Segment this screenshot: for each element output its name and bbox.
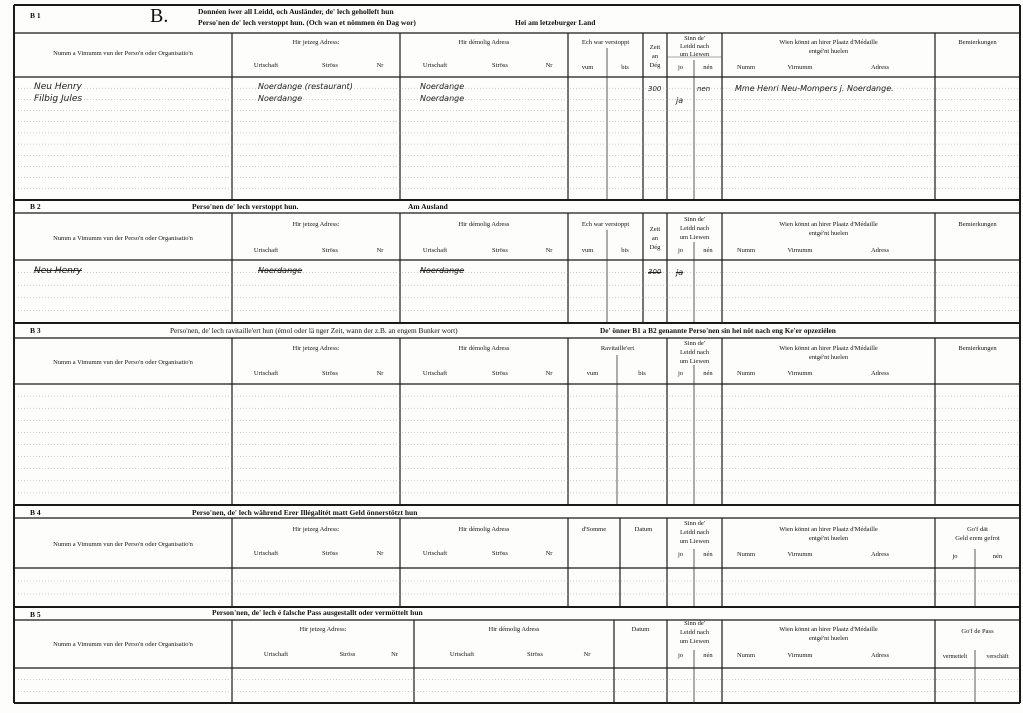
b1-sub-place-former: Urtschaft <box>422 62 448 69</box>
b1-col-current: Hir jetzeg Adress: <box>292 39 340 46</box>
b2-col-current: Hir jetzeg Adress: <box>292 221 340 228</box>
b3-col-suffer-1: Sinn de' <box>684 340 705 347</box>
b4-sub-no-money: nén <box>992 553 1003 560</box>
b1-col-days-2: an <box>651 53 659 60</box>
b5-sub-adress: Adress <box>870 652 890 659</box>
b3-col-remarks: Bemierkungen <box>958 345 997 352</box>
b1-sub-street-former: Ströss <box>492 62 508 69</box>
b5-code: B 5 <box>30 610 41 619</box>
b4-col-suffer-2: Leidd nach <box>679 529 710 536</box>
b2-col-days-2: an <box>651 235 659 242</box>
b2-col-former: Hir démolig Adress <box>458 221 510 228</box>
b5-sub-procured: verschäft <box>986 654 1009 660</box>
b2-code: B 2 <box>30 202 41 211</box>
b4-sub-no: nén <box>703 551 713 558</box>
b4-col-medal-2: entgé'nt huelen <box>808 535 849 542</box>
b2-sub-virnumm: Virnumm <box>787 247 813 254</box>
b5-sub-numm: Numm <box>736 652 756 659</box>
b2-col-suffer-1: Sinn de' <box>684 216 705 223</box>
b1-col-suffer-2: Leidd nach <box>679 43 710 50</box>
b4-col-date: Datum <box>634 526 653 533</box>
b5-sub-nr-former: Nr <box>583 651 591 658</box>
b4-col-former: Hir démolig Adress <box>458 526 510 533</box>
b4-sub-numm: Numm <box>736 551 756 558</box>
b4-sub-street-former: Ströss <box>492 550 508 557</box>
b3-sub-no: nén <box>703 370 713 377</box>
b1-hw-former-1: Noerdange <box>420 82 465 91</box>
b5-col-suffer-2: Leidd nach <box>679 629 710 636</box>
b1-title-line2: Perso'nen de' lech verstoppt hun. (Och wan et nömmen én Dag wor) <box>198 18 416 27</box>
b2-sub-numm: Numm <box>736 247 756 254</box>
b2-sub-from: vum <box>581 247 594 254</box>
b3-col-suffer-2: Leidd nach <box>679 349 710 356</box>
b2-sub-no: nén <box>703 247 713 254</box>
b5-col-current: Hir jetzeg Adress: <box>299 626 347 633</box>
b3-col-ravit: Ravitaille'ert <box>600 345 635 352</box>
b2-col-medal-2: entgé'nt huelen <box>808 230 849 237</box>
b4-col-name: Numm a Vimumm vun der Perso'n oder Organisatio'n <box>53 541 193 548</box>
b1-col-suffer-3: um Liewen <box>679 51 710 58</box>
b4-col-current: Hir jetzeg Adress: <box>292 526 340 533</box>
b1-hw-former-2: Noerdange <box>420 94 465 103</box>
b4-code: B 4 <box>30 508 41 517</box>
b4-col-sum: d'Somme <box>581 526 607 533</box>
b3-col-former: Hir démolig Adress <box>458 345 510 352</box>
b5-sub-place: Urtschaft <box>263 651 289 658</box>
b5-sub-street-former: Ströss <box>527 651 543 658</box>
b1-col-medal-1: Wien könnt an hirer Plaatz d'Médaille <box>779 39 878 46</box>
b3-sub-place-former: Urtschaft <box>422 370 448 377</box>
b2-hw-name: Neu Henry <box>34 266 82 276</box>
b2-title: Perso'nen de' lech verstoppt hun. <box>192 202 299 211</box>
b2-hw-days: 300 <box>648 268 662 276</box>
b5-title: Person'nen, de' lech é falsche Pass ausgestallt oder vermöttelt hun <box>212 608 423 617</box>
b1-hw-current-2: Noerdange <box>258 94 303 103</box>
b3-sub-to: bis <box>638 370 646 377</box>
b1-sub-yes: jo <box>677 64 684 71</box>
b5-col-former: Hir démolig Adress <box>488 626 540 633</box>
b1-col-medal-2: entgé'nt huelen <box>808 48 849 55</box>
b1-hw-days: 300 <box>648 85 662 93</box>
b4-sub-place-former: Urtschaft <box>422 550 448 557</box>
b4-sub-nr-former: Nr <box>545 550 553 557</box>
b1-title-right: Hei am letzeburger Land <box>515 18 596 27</box>
b5-sub-issued: vermettelt <box>942 654 968 660</box>
b3-sub-adress: Adress <box>870 370 890 377</box>
b3-sub-numm: Numm <box>736 370 756 377</box>
b3-sub-nr-former: Nr <box>545 370 553 377</box>
b1-hw-medal: Mme Henri Neu-Mompers j. Noerdange. <box>735 84 894 93</box>
b1-col-suffer-1: Sinn de' <box>684 35 705 42</box>
b3-title: Perso'nen, de' lech ravitaille'ert hun (émol oder lä nger Zeit, wann der z.B. an engem Bunker wort) <box>170 326 458 335</box>
b1-sub-virnumm: Virnumm <box>787 64 813 71</box>
b1-sub-street: Ströss <box>322 62 338 69</box>
b3-sub-place: Urtschaft <box>253 370 279 377</box>
b3-col-medal-2: entgé'nt huelen <box>808 354 849 361</box>
b4-sub-place: Urtschaft <box>253 550 279 557</box>
b4-sub-virnumm: Virnumm <box>787 551 813 558</box>
b2-sub-street-former: Ströss <box>492 247 508 254</box>
b2-sub-nr: Nr <box>376 247 384 254</box>
b1-sub-adress: Adress <box>870 64 890 71</box>
b2-sub-place-former: Urtschaft <box>422 247 448 254</box>
b2-sub-place: Urtschaft <box>253 247 279 254</box>
b1-hw-name-2: Filbig Jules <box>34 94 83 104</box>
b1-col-hidden: Ech war verstoppt <box>581 39 630 46</box>
b3-col-current: Hir jetzeg Adress: <box>292 345 340 352</box>
b1-col-name: Numm a Vimumm vun der Perso'n oder Organisatio'n <box>53 50 193 57</box>
b1-col-days-1: Zeit <box>649 44 661 51</box>
b3-col-name: Numm a Vimumm vun der Perso'n oder Organisatio'n <box>53 359 193 366</box>
b5-sub-virnumm: Virnumm <box>787 652 813 659</box>
b2-sub-yes: jo <box>677 247 684 254</box>
b4-col-suffer-3: um Liewen <box>679 538 710 545</box>
b5-col-pass: Go'f de Pass <box>961 628 994 635</box>
b3-col-medal-1: Wien könnt an hirer Plaatz d'Médaille <box>779 345 878 352</box>
b1-sub-to: bis <box>621 64 629 71</box>
b1-sub-nr: Nr <box>376 62 384 69</box>
b2-col-suffer-3: um Liewen <box>679 234 710 241</box>
b1-hw-name-1: Neu Henry <box>34 82 82 92</box>
b4-title: Perso'nen, de' lech während Erer Illégalitét matt Geld önnerstötzt hun <box>192 508 418 517</box>
b5-col-suffer-3: um Liewen <box>679 638 710 645</box>
b4-sub-yes-money: jo <box>952 553 958 560</box>
b1-col-former: Hir démolig Adress <box>458 39 510 46</box>
b3-sub-from: vum <box>586 370 599 377</box>
b1-col-remarks: Bemierkungen <box>958 39 997 46</box>
b2-sub-street: Ströss <box>322 247 338 254</box>
b1-title-line1: Donnéen iwer all Leidd, och Ausländer, de' lech geholleft hun <box>198 7 394 16</box>
b4-col-money-2: Geld erem gefrot <box>955 535 1000 542</box>
b1-sub-numm: Numm <box>736 64 756 71</box>
b3-sub-street: Ströss <box>322 370 338 377</box>
b1-col-days-3: Dég <box>649 62 661 69</box>
b5-col-suffer-1: Sinn de' <box>684 620 705 627</box>
b2-title-right: Am Ausland <box>408 202 448 211</box>
b1-hw-current-1: Noerdange (restaurant) <box>258 82 353 91</box>
b2-col-days-3: Dég <box>649 244 661 251</box>
b1-code: B 1 <box>30 11 41 20</box>
b4-col-medal-1: Wien könnt an hirer Plaatz d'Médaille <box>779 526 878 533</box>
b3-sub-virnumm: Virnumm <box>787 370 813 377</box>
b4-sub-adress: Adress <box>870 551 890 558</box>
b5-col-medal-1: Wien könnt an hirer Plaatz d'Médaille <box>779 626 878 633</box>
b3-code: B 3 <box>30 326 41 335</box>
b5-sub-no: nén <box>703 652 713 659</box>
b2-hw-current: Noerdange <box>258 266 303 275</box>
b3-sub-nr: Nr <box>376 370 384 377</box>
b2-col-remarks: Bemierkungen <box>958 221 997 228</box>
b5-sub-place-former: Urtschaft <box>449 651 475 658</box>
b4-sub-street: Ströss <box>322 550 338 557</box>
b2-col-medal-1: Wien könnt an hirer Plaatz d'Médaille <box>779 221 878 228</box>
form-letter: B. <box>150 5 169 27</box>
b5-col-name: Numm a Vimumm vun der Perso'n oder Organisatio'n <box>53 641 193 648</box>
b2-hw-former: Noerdange <box>420 266 465 275</box>
b4-sub-yes: jo <box>677 551 684 558</box>
b2-hw-yes: ja <box>676 268 684 277</box>
b1-sub-nr-former: Nr <box>545 62 553 69</box>
b2-sub-to: bis <box>621 247 629 254</box>
b5-col-medal-2: entgé'nt huelen <box>808 635 849 642</box>
b3-sub-yes: jo <box>677 370 684 377</box>
b1-hw-no: nen <box>697 85 711 93</box>
b4-sub-nr: Nr <box>376 550 384 557</box>
b4-col-money-1: Go'f dät <box>967 526 988 533</box>
b1-sub-place: Urtschaft <box>253 62 279 69</box>
b1-hw-yes: ja <box>676 96 684 105</box>
b5-sub-yes: jo <box>677 652 684 659</box>
b2-col-hidden: Ech war verstoppt <box>581 221 630 228</box>
b5-sub-nr: Nr <box>391 651 398 658</box>
b2-col-suffer-2: Leidd nach <box>679 225 710 232</box>
b2-sub-adress: Adress <box>870 247 890 254</box>
b1-sub-from: vum <box>581 64 594 71</box>
b5-col-date: Datum <box>631 626 650 633</box>
b2-col-days-1: Zeit <box>649 226 661 233</box>
b2-sub-nr-former: Nr <box>545 247 553 254</box>
b3-sub-street-former: Ströss <box>492 370 508 377</box>
b5-sub-street: Ströss <box>339 651 356 658</box>
b1-sub-no: nén <box>703 64 713 71</box>
b3-col-suffer-3: um Liewen <box>679 358 710 365</box>
b4-col-suffer-1: Sinn de' <box>684 520 705 527</box>
b3-title-right: De' önner B1 a B2 genannte Perso'nen sin hei nöt nach eng Ke'er opzeziélen <box>600 326 836 335</box>
b2-col-name: Numm a Vimumm vun der Perso'n oder Organisatio'n <box>53 235 193 242</box>
